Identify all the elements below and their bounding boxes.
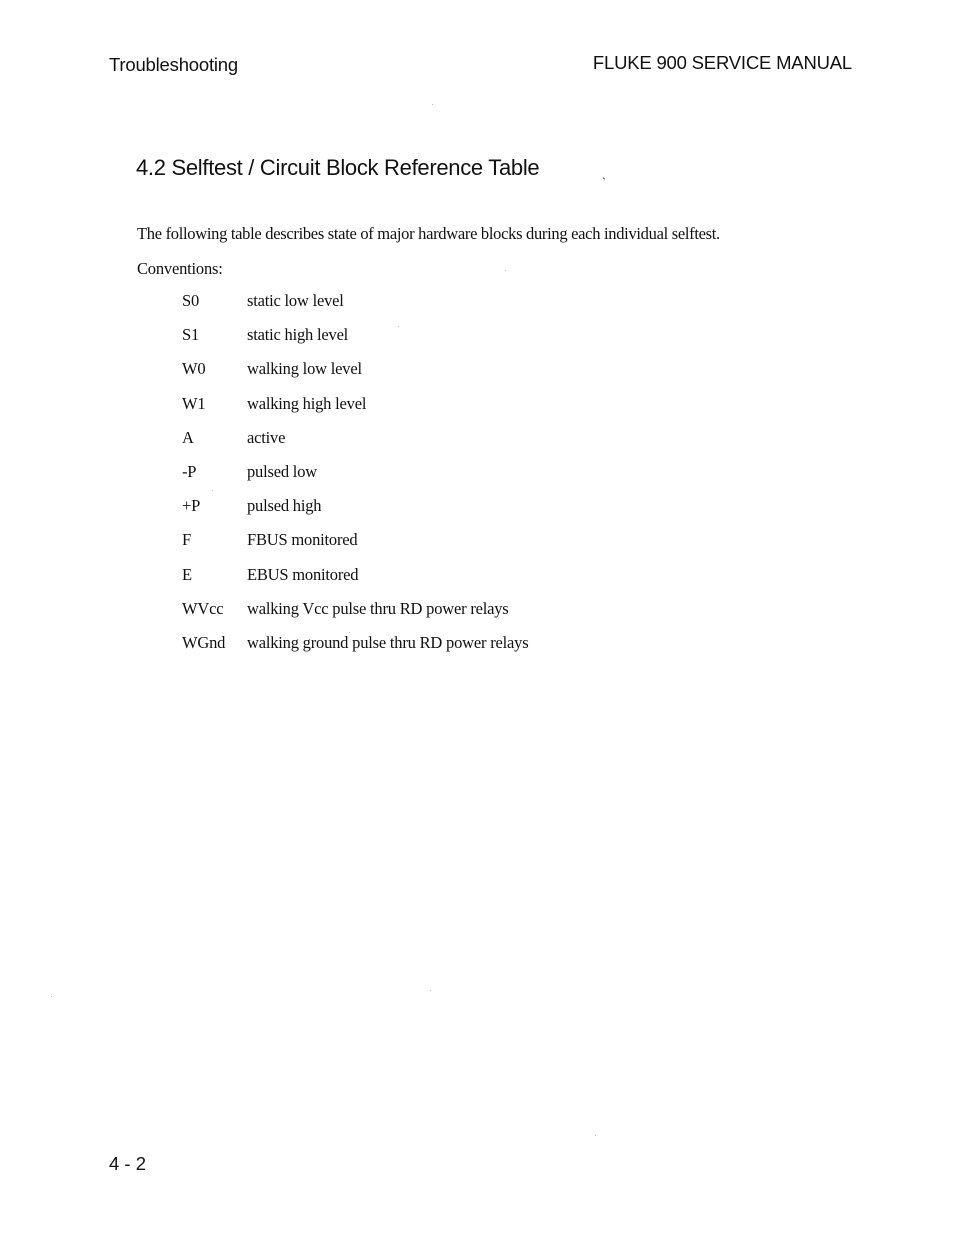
- convention-code: WVcc: [182, 598, 224, 618]
- convention-description: FBUS monitored: [247, 530, 358, 550]
- section-title: 4.2 Selftest / Circuit Block Reference Table: [136, 155, 540, 180]
- scan-speck: [430, 990, 431, 991]
- scan-speck: [349, 632, 350, 633]
- scan-speck: [595, 1135, 596, 1136]
- scan-speck: [432, 104, 433, 105]
- convention-description: static low level: [247, 291, 344, 310]
- convention-code: F: [182, 530, 191, 550]
- convention-code: +P: [182, 496, 201, 516]
- convention-code: WGnd: [182, 632, 226, 652]
- running-header-manual-title: FLUKE 900 SERVICE MANUAL: [592, 52, 852, 73]
- intro-paragraph: The following table describes state of major hardware blocks during each individual selftest.: [137, 224, 720, 243]
- convention-code: W0: [182, 359, 206, 379]
- scan-speck: [505, 270, 506, 271]
- convention-code: S1: [182, 325, 200, 345]
- convention-description: pulsed high: [247, 496, 322, 516]
- convention-description: walking ground pulse thru RD power relays: [247, 632, 529, 652]
- scan-speck: [212, 490, 213, 491]
- scan-speck: [51, 996, 52, 997]
- convention-description: walking low level: [247, 359, 362, 379]
- convention-description: pulsed low: [247, 461, 317, 481]
- page-number: 4 - 2: [109, 1153, 147, 1174]
- stray-mark: ˎ: [602, 166, 606, 180]
- convention-description: walking high level: [247, 393, 367, 413]
- convention-description: EBUS monitored: [247, 564, 359, 584]
- scan-speck: [398, 326, 399, 327]
- convention-description: static high level: [247, 325, 349, 345]
- convention-code: S0: [182, 291, 200, 310]
- convention-code: A: [182, 427, 194, 447]
- convention-code: E: [182, 564, 192, 584]
- convention-description: active: [247, 427, 286, 447]
- convention-code: W1: [182, 393, 206, 413]
- convention-code: -P: [182, 461, 197, 481]
- running-header-section: Troubleshooting: [109, 54, 238, 75]
- conventions-label: Conventions:: [137, 259, 223, 278]
- convention-description: walking Vcc pulse thru RD power relays: [247, 598, 509, 618]
